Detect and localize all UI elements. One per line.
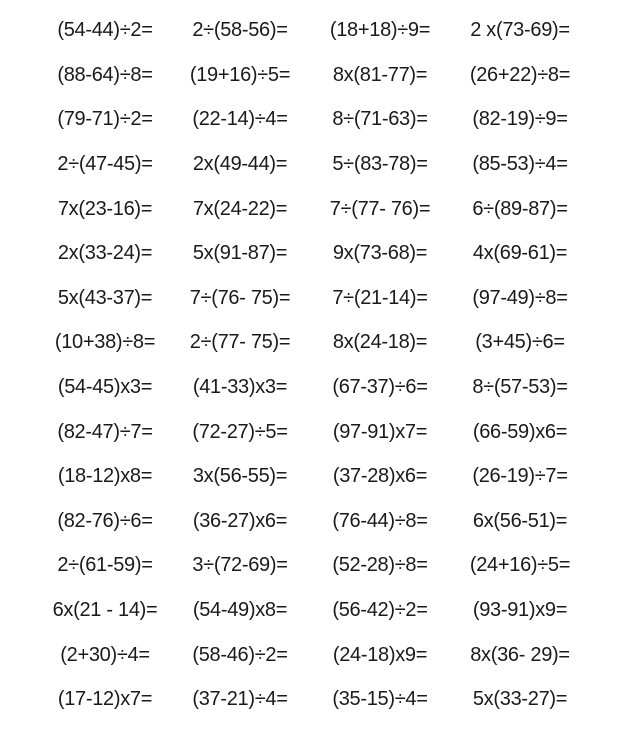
math-problem: (19+16)÷5= (189, 63, 291, 86)
math-problem: 8÷(71-63)= (332, 108, 428, 131)
math-problem: (54-44)÷2= (57, 19, 153, 42)
math-problem: 6x(56-51)= (472, 509, 568, 532)
math-problem: (85-53)÷4= (472, 153, 568, 176)
math-problem: (82-76)÷6= (57, 509, 153, 532)
math-problem: (76-44)÷8= (332, 509, 428, 532)
math-problem: 7x(23-16)= (57, 197, 153, 220)
math-problem: (24-18)x9= (332, 643, 428, 666)
math-problem: (54-49)x8= (192, 599, 288, 622)
math-problem: (93-91)x9= (472, 599, 568, 622)
math-problem: 5x(91-87)= (192, 242, 288, 265)
math-problem: 9x(73-68)= (332, 242, 428, 265)
math-problem: 6x(21 - 14)= (52, 599, 158, 622)
math-problem: 2÷(61-59)= (57, 554, 153, 577)
math-problem: (10+38)÷8= (54, 331, 156, 354)
math-problem: (22-14)÷4= (192, 108, 288, 131)
math-problem: (66-59)x6= (472, 420, 568, 443)
math-problem: (97-91)x7= (332, 420, 428, 443)
math-problem: 3÷(72-69)= (192, 554, 288, 577)
math-problem: 7x(24-22)= (192, 197, 288, 220)
math-problem: (24+16)÷5= (469, 554, 571, 577)
math-problem: 2x(49-44)= (192, 153, 288, 176)
math-problem: (35-15)÷4= (332, 688, 428, 711)
math-problem: 2x(33-24)= (57, 242, 153, 265)
math-problem: (82-19)÷9= (472, 108, 568, 131)
math-problem: 2÷(77- 75)= (189, 331, 291, 354)
math-problem: 8x(81-77)= (332, 63, 428, 86)
math-problem: (82-47)÷7= (57, 420, 153, 443)
math-problem: (72-27)÷5= (192, 420, 288, 443)
math-problem: (37-28)x6= (332, 465, 428, 488)
math-problem: 5x(33-27)= (472, 688, 568, 711)
math-problem: (2+30)÷4= (60, 643, 150, 666)
math-problem: 4x(69-61)= (472, 242, 568, 265)
math-problem: (79-71)÷2= (57, 108, 153, 131)
math-problem: (88-64)÷8= (57, 63, 153, 86)
math-problem: 8x(24-18)= (332, 331, 428, 354)
math-problem: 6÷(89-87)= (472, 197, 568, 220)
math-problem: (56-42)÷2= (332, 599, 428, 622)
math-problem: (18+18)÷9= (329, 19, 431, 42)
math-problem: 2÷(47-45)= (57, 153, 153, 176)
math-problem: (52-28)÷8= (332, 554, 428, 577)
math-problem: (67-37)÷6= (332, 376, 428, 399)
math-problem: (37-21)÷4= (192, 688, 288, 711)
math-problem: 3x(56-55)= (192, 465, 288, 488)
math-problem: 2 x(73-69)= (470, 19, 570, 42)
math-problem: (97-49)÷8= (472, 286, 568, 309)
math-problem: 5x(43-37)= (57, 286, 153, 309)
math-problem: 7÷(76- 75)= (189, 286, 291, 309)
math-problem: 8÷(57-53)= (472, 376, 568, 399)
math-problem: (36-27)x6= (192, 509, 288, 532)
math-problem: (41-33)x3= (192, 376, 288, 399)
math-problem: (26-19)÷7= (472, 465, 568, 488)
math-problem: 7÷(77- 76)= (329, 197, 431, 220)
math-problem: 2÷(58-56)= (192, 19, 288, 42)
math-problem: 5÷(83-78)= (332, 153, 428, 176)
math-problem: (26+22)÷8= (469, 63, 571, 86)
math-problem: (17-12)x7= (57, 688, 153, 711)
math-problem: (18-12)x8= (57, 465, 153, 488)
math-problem: (58-46)÷2= (192, 643, 288, 666)
math-problem: (3+45)÷6= (475, 331, 565, 354)
math-problem: 8x(36- 29)= (470, 643, 570, 666)
math-problem: 7÷(21-14)= (332, 286, 428, 309)
math-problem: (54-45)x3= (57, 376, 153, 399)
